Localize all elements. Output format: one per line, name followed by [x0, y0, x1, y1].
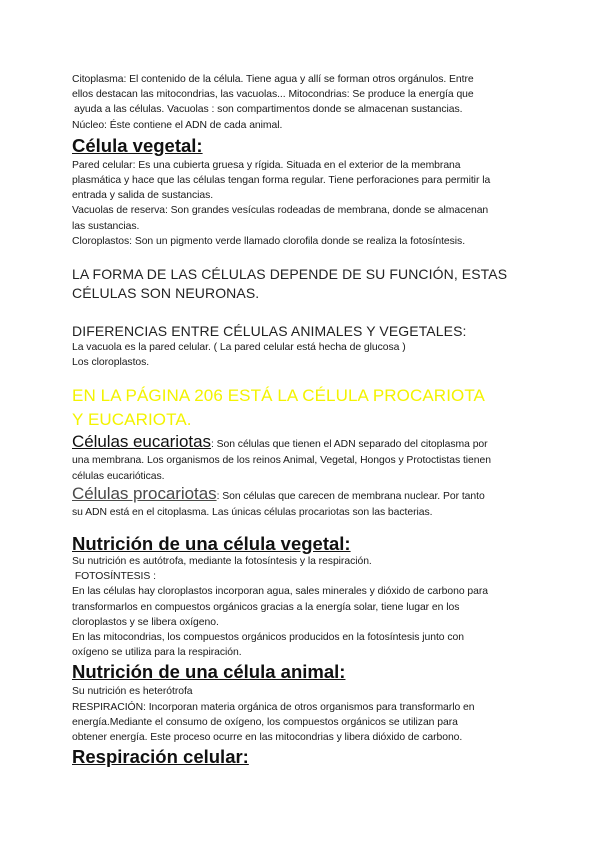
document-body	[72, 72, 532, 767]
intro-paragraph	[72, 72, 532, 133]
body-line: obtener energía. Este proceso ocurre en las mitocondrias y libera dióxido de carbono.	[72, 732, 463, 744]
body-line: FOTOSÍNTESIS :	[72, 571, 156, 583]
nutricion-vegetal-heading: Nutrición de una célula vegetal:	[72, 533, 351, 555]
body-line: transformarlos en compuestos orgánicos gracias a la energía solar, tiene lugar en los	[72, 601, 460, 613]
body-line: RESPIRACIÓN: Incorporan materia orgánica de otros organismos para transformarlo en	[72, 701, 475, 713]
nutricion-animal-heading: Nutrición de una célula animal:	[72, 661, 346, 683]
body-line: células eucarióticas.	[72, 470, 165, 482]
body-line: cloroplastos y se libera oxígeno.	[72, 616, 219, 628]
body-line: Pared celular: Es una cubierta gruesa y rígida. Situada en el exterior de la membrana	[72, 159, 461, 171]
procariotas-lead	[72, 483, 532, 505]
eucariotas-heading: Células eucariotas	[72, 432, 211, 452]
respiracion-heading: Respiración celular:	[72, 746, 249, 768]
body-line: energía.Mediante el consumo de oxígeno, los compuestos orgánicos se utilizan para	[72, 716, 458, 728]
procariotas-section	[72, 483, 532, 520]
body-line: La vacuola es la pared celular. ( La pared celular está hecha de glucosa )	[72, 342, 406, 354]
respiracion-section	[72, 746, 532, 767]
procariotas-text: : Son células que carecen de membrana nuclear. Por tanto	[216, 490, 485, 502]
eucariotas-text: : Son células que tienen el ADN separado del citoplasma por	[210, 439, 488, 451]
pagina-line: EN LA PÁGINA 206 ESTÁ LA CÉLULA PROCARIOTA	[72, 386, 485, 406]
eucariotas-section	[72, 434, 532, 483]
body-line: Su nutrición es autótrofa, mediante la fotosíntesis y la respiración.	[72, 556, 372, 568]
diferencias-heading: DIFERENCIAS ENTRE CÉLULAS ANIMALES Y VEGETALES:	[72, 323, 467, 340]
body-line: su ADN está en el citoplasma. Las únicas células procariotas son las bacterias.	[72, 506, 433, 518]
intro-line: ayuda a las células. Vacuolas : son compartimentos donde se almacenan sustancias.	[74, 104, 463, 116]
forma-line: LA FORMA DE LAS CÉLULAS DEPENDE DE SU FUNCIÓN, ESTAS	[72, 266, 508, 283]
body-line: Cloroplastos: Son un pigmento verde llamado clorofila donde se realiza la fotosíntesis.	[72, 235, 466, 247]
pagina-line: Y EUCARIOTA.	[72, 410, 192, 430]
body-line: plasmática y hace que las células tengan forma regular. Tiene perforaciones para permitir la	[72, 175, 491, 187]
body-line: Vacuolas de reserva: Son grandes vesículas rodeadas de membrana, donde se almacenan	[72, 205, 489, 217]
body-line: oxígeno se utiliza para la respiración.	[72, 647, 242, 659]
forma-section	[72, 265, 532, 303]
celula-vegetal-section	[72, 135, 532, 249]
forma-line: CÉLULAS SON NEURONAS.	[72, 285, 260, 302]
diferencias-section	[72, 323, 532, 370]
body-line: las sustancias.	[72, 220, 140, 232]
procariotas-heading: Células procariotas	[72, 483, 217, 503]
nutricion-animal-section	[72, 661, 532, 745]
intro-line: ellos destacan las mitocondrias, las vacuolas... Mitocondrias: Se produce la energía que	[72, 89, 474, 101]
body-line: Los cloroplastos.	[72, 357, 150, 369]
intro-line: Citoplasma: El contenido de la célula. Tiene agua y allí se forman otros orgánulos. Entre	[72, 74, 474, 85]
body-line: Su nutrición es heterótrofa	[72, 686, 193, 698]
nutricion-vegetal-section	[72, 533, 532, 660]
intro-line: Núcleo: Éste contiene el ADN de cada animal.	[72, 119, 283, 131]
body-line: En las células hay cloroplastos incorporan agua, sales minerales y dióxido de carbono para	[72, 586, 488, 598]
eucariotas-lead	[72, 434, 532, 453]
body-line: En las mitocondrias, los compuestos orgánicos producidos en la fotosíntesis junto con	[72, 632, 464, 644]
body-line: entrada y salida de sustancias.	[72, 190, 214, 202]
celula-vegetal-heading: Célula vegetal:	[72, 134, 203, 156]
pagina-note	[72, 384, 532, 432]
body-line: una membrana. Los organismos de los reinos Animal, Vegetal, Hongos y Protoctistas tienen	[72, 455, 491, 467]
